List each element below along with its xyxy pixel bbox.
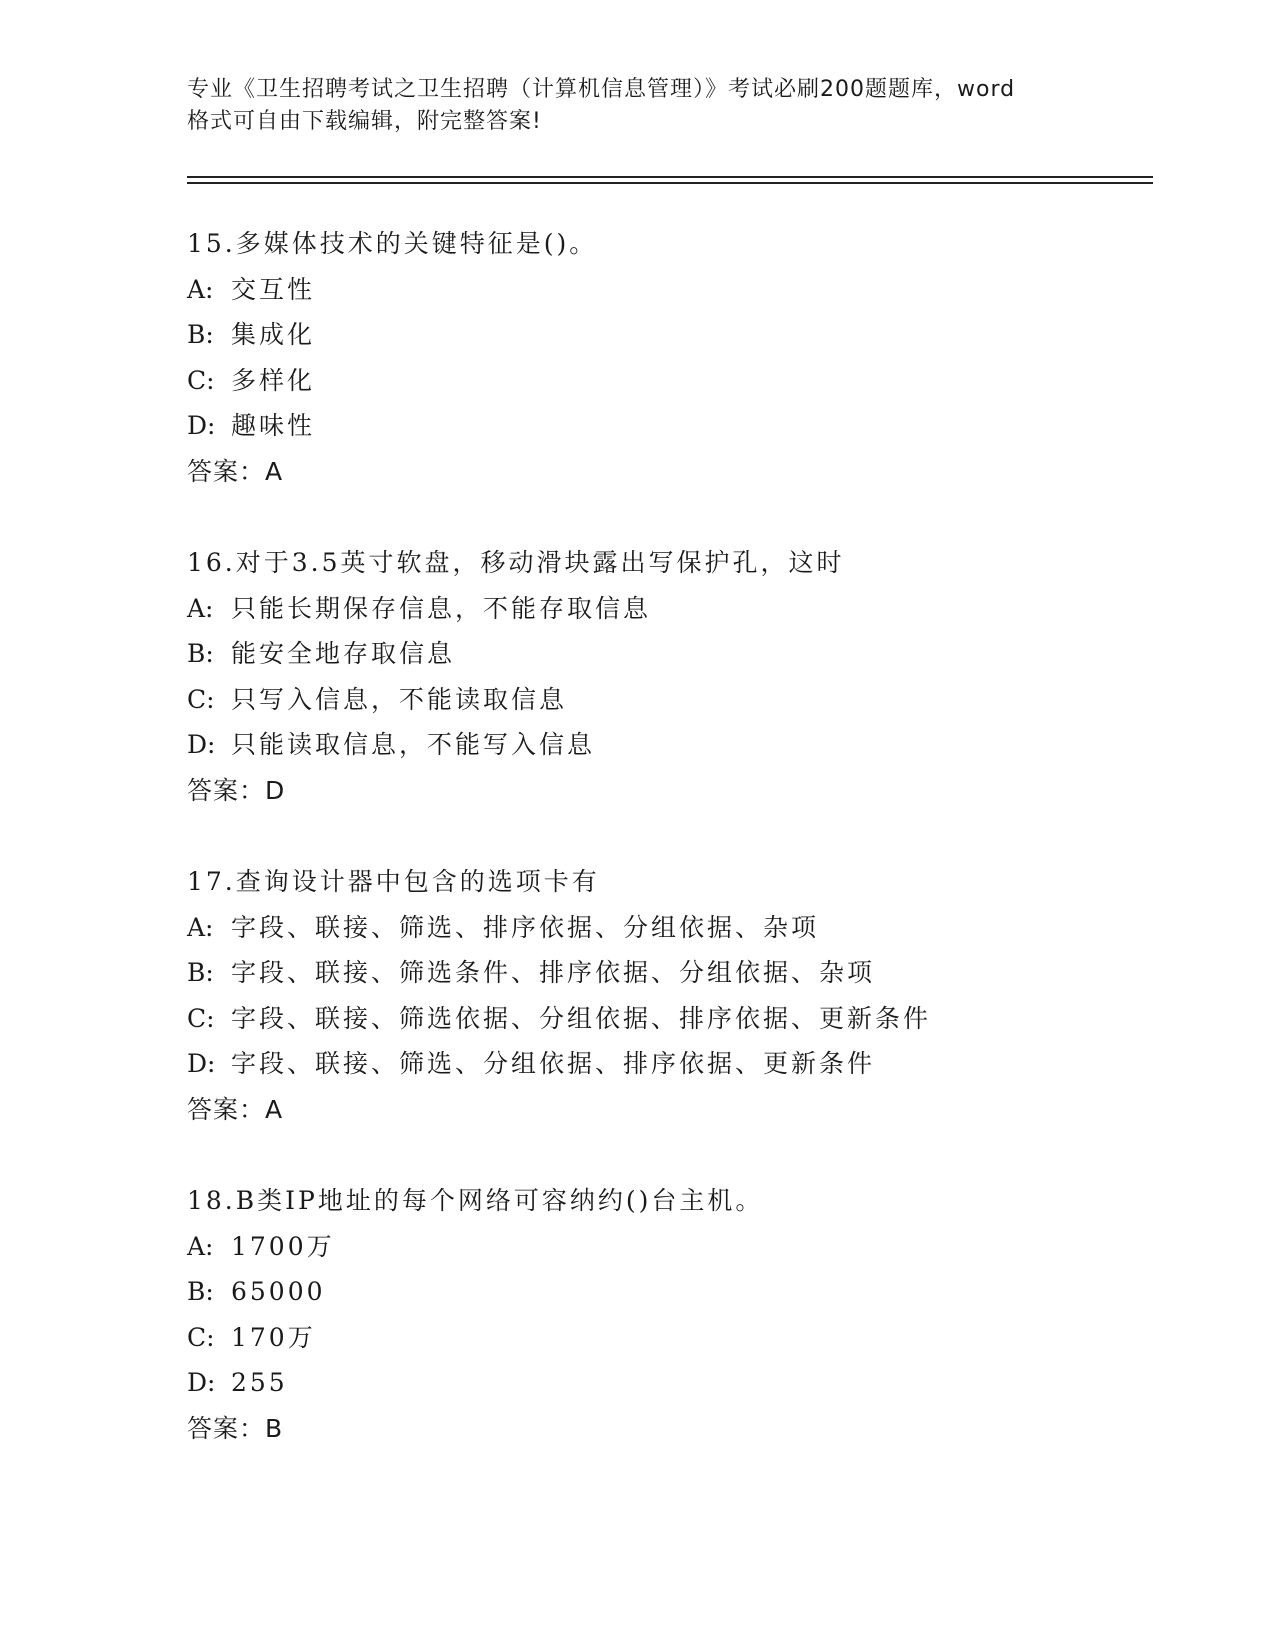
question-18 [187, 1178, 1167, 1451]
option-text: 交互性 [231, 274, 316, 304]
header-line-2: 格式可自由下载编辑，附完整答案! [187, 109, 542, 134]
option-label: B: [187, 639, 214, 668]
option-a [187, 267, 1167, 313]
option-label: B: [187, 958, 214, 987]
option-b [187, 312, 1167, 358]
option-text: 255 [231, 1368, 288, 1397]
option-label: C: [187, 1322, 215, 1352]
option-text: 字段、联接、筛选条件、排序依据、分组依据、杂项 [231, 958, 876, 987]
option-text: 多样化 [231, 365, 316, 395]
question-15 [187, 221, 1167, 494]
header-divider-top [187, 176, 1153, 178]
option-label: C: [187, 365, 215, 395]
option-text: 只能读取信息，不能写入信息 [231, 730, 596, 759]
answer-line: 答案：A [187, 1094, 284, 1124]
option-a [187, 905, 1167, 951]
option-label: B: [187, 320, 214, 349]
option-text: 1700万 [231, 1231, 335, 1261]
option-text: 字段、联接、筛选、分组依据、排序依据、更新条件 [231, 1049, 876, 1078]
option-b [187, 950, 1167, 996]
option-label: D: [187, 411, 216, 440]
option-d [187, 1041, 1167, 1087]
option-label: D: [187, 1049, 216, 1078]
option-d [187, 722, 1167, 768]
question-stem: 16.对于3.5英寸软盘，移动滑块露出写保护孔，这时 [187, 548, 845, 577]
option-label: D: [187, 730, 216, 759]
option-text: 只写入信息，不能读取信息 [231, 684, 568, 714]
option-text: 65000 [231, 1277, 326, 1306]
answer-line: 答案：D [187, 775, 286, 805]
answer-line: 答案：B [187, 1413, 284, 1443]
option-text: 集成化 [231, 320, 316, 349]
option-text: 只能长期保存信息，不能存取信息 [231, 593, 652, 623]
header-line-1: 专业《卫生招聘考试之卫生招聘（计算机信息管理）》考试必刷200题题库，word [187, 77, 1016, 102]
option-label: A: [187, 274, 214, 304]
option-c [187, 677, 1167, 723]
question-stem: 18.B类IP地址的每个网络可容纳约()台主机。 [187, 1186, 764, 1215]
question-stem: 15.多媒体技术的关键特征是()。 [187, 229, 598, 258]
option-c [187, 358, 1167, 404]
question-16 [187, 540, 1167, 813]
document-header [187, 74, 1087, 138]
option-label: A: [187, 912, 214, 942]
answer-line: 答案：A [187, 456, 284, 486]
option-c [187, 1315, 1167, 1361]
option-b [187, 631, 1167, 677]
option-text: 字段、联接、筛选、排序依据、分组依据、杂项 [231, 912, 820, 942]
option-text: 字段、联接、筛选依据、分组依据、排序依据、更新条件 [231, 1003, 932, 1033]
header-divider-bottom [187, 182, 1153, 184]
question-17 [187, 859, 1167, 1132]
option-text: 能安全地存取信息 [231, 639, 456, 668]
option-label: C: [187, 1003, 215, 1033]
option-text: 170万 [231, 1322, 316, 1352]
option-label: B: [187, 1277, 214, 1306]
option-label: C: [187, 684, 215, 714]
option-label: A: [187, 1231, 214, 1261]
option-d [187, 403, 1167, 449]
option-text: 趣味性 [231, 411, 316, 440]
option-a [187, 586, 1167, 632]
option-d [187, 1360, 1167, 1406]
option-c [187, 996, 1167, 1042]
option-a [187, 1224, 1167, 1270]
option-label: D: [187, 1368, 216, 1397]
option-label: A: [187, 593, 214, 623]
question-stem: 17.查询设计器中包含的选项卡有 [187, 867, 600, 896]
option-b [187, 1269, 1167, 1315]
